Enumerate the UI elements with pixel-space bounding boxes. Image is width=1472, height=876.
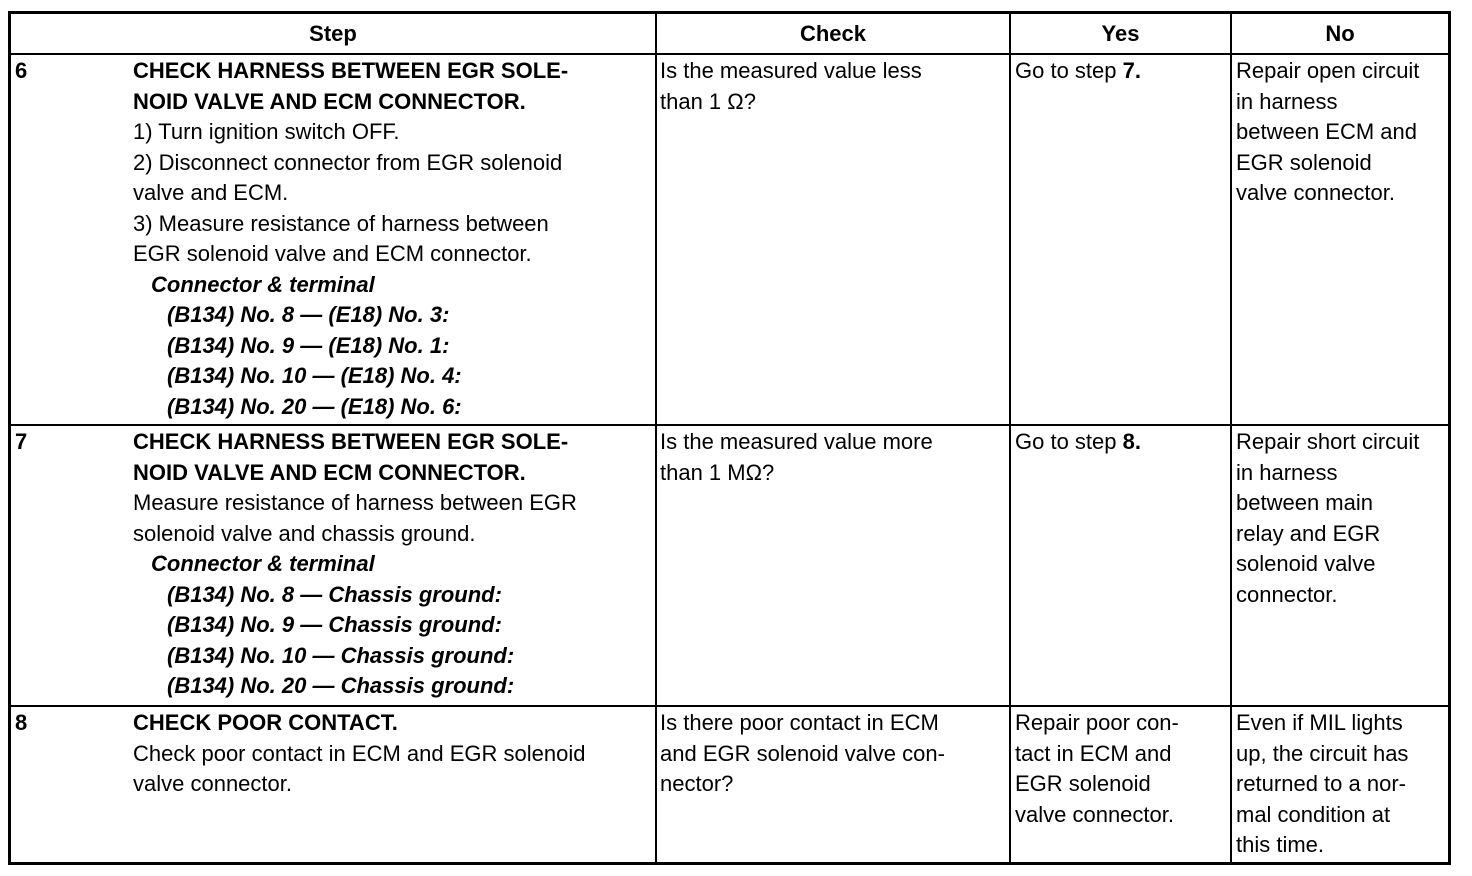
step-description [133, 427, 577, 702]
yes-action [1015, 427, 1141, 458]
terminal-spec: (B134) No. 20 — Chassis ground: [167, 673, 515, 698]
terminal-spec: (B134) No. 10 — (E18) No. 4: [167, 363, 462, 388]
step-text: Measure resistance of harness between EGR [133, 490, 577, 515]
header-no: No [1325, 21, 1355, 46]
step-description [133, 708, 585, 800]
terminal-spec: (B134) No. 8 — (E18) No. 3: [167, 302, 450, 327]
col-divider [1230, 14, 1232, 862]
no-line: up, the circuit has [1236, 740, 1409, 766]
terminal-spec: (B134) No. 9 — (E18) No. 1: [167, 332, 450, 358]
header-check: Check [799, 21, 867, 46]
no-line: connector. [1236, 581, 1338, 607]
yes-text: Go to step [1015, 429, 1123, 454]
no-line: valve connector. [1236, 180, 1395, 205]
yes-line: valve connector. [1015, 801, 1174, 827]
step-title: CHECK HARNESS BETWEEN EGR SOLE- [133, 429, 569, 454]
check-question [660, 708, 945, 800]
no-action [1236, 708, 1408, 861]
terminal-spec: (B134) No. 8 — Chassis ground: [167, 581, 502, 607]
no-line: in harness [1236, 459, 1338, 485]
terminal-spec: (B134) No. 9 — Chassis ground: [167, 612, 502, 637]
no-action [1236, 56, 1419, 209]
yes-line: Repair poor con- [1015, 710, 1179, 735]
no-line: solenoid valve [1236, 551, 1376, 576]
step-title: CHECK POOR CONTACT. [133, 710, 398, 735]
no-line: between ECM and [1236, 119, 1417, 144]
header-yes: Yes [1101, 21, 1140, 46]
no-line: this time. [1236, 832, 1325, 857]
step-text: solenoid valve and chassis ground. [133, 520, 476, 546]
no-line: between main [1236, 490, 1373, 515]
yes-line: EGR solenoid [1015, 771, 1151, 796]
step-title: NOID VALVE AND ECM CONNECTOR. [133, 88, 526, 114]
check-line: Is the measured value less [660, 58, 922, 83]
connector-label: Connector & terminal [151, 551, 375, 576]
col-divider [655, 14, 657, 862]
yes-line: tact in ECM and [1015, 740, 1172, 766]
terminal-spec: (B134) No. 10 — Chassis ground: [167, 642, 515, 668]
step-text: Check poor contact in ECM and EGR solenoid [133, 740, 586, 766]
step-text: valve and ECM. [133, 180, 289, 205]
no-line: Even if MIL lights [1236, 710, 1403, 735]
step-number: 6 [15, 58, 28, 83]
yes-step-ref: 8. [1122, 429, 1141, 454]
row-divider [11, 705, 1448, 707]
step-text: 1) Turn ignition switch OFF. [133, 119, 400, 144]
check-question [660, 56, 922, 117]
no-action [1236, 427, 1419, 610]
check-line: nector? [660, 771, 734, 796]
check-line: than 1 Ω? [660, 88, 756, 114]
step-number: 7 [15, 429, 28, 454]
header-step: Step [309, 21, 357, 46]
col-divider [1009, 14, 1011, 862]
step-text: 3) Measure resistance of harness between [133, 210, 549, 236]
no-line: mal condition at [1236, 801, 1391, 827]
check-line: and EGR solenoid valve con- [660, 740, 945, 766]
check-question [660, 427, 933, 488]
check-line: Is there poor contact in ECM [660, 710, 939, 735]
check-line: than 1 MΩ? [660, 459, 775, 485]
step-text: 2) Disconnect connector from EGR solenoid [133, 149, 563, 175]
diagnostic-table [8, 11, 1451, 865]
yes-action [1015, 56, 1141, 87]
row-divider [11, 424, 1448, 426]
no-line: relay and EGR [1236, 520, 1381, 546]
yes-action [1015, 708, 1179, 830]
no-line: EGR solenoid [1236, 149, 1372, 175]
terminal-spec: (B134) No. 20 — (E18) No. 6: [167, 393, 462, 419]
step-title: CHECK HARNESS BETWEEN EGR SOLE- [133, 58, 569, 83]
check-line: Is the measured value more [660, 429, 933, 454]
step-title: NOID VALVE AND ECM CONNECTOR. [133, 459, 526, 485]
connector-label: Connector & terminal [151, 271, 375, 297]
step-text: valve connector. [133, 771, 292, 796]
no-line: returned to a nor- [1236, 771, 1406, 796]
yes-text: Go to step [1015, 58, 1123, 83]
no-line: Repair short circuit [1236, 429, 1420, 454]
no-line: in harness [1236, 88, 1338, 114]
step-description [133, 56, 568, 422]
step-number: 8 [15, 710, 28, 735]
no-line: Repair open circuit [1236, 58, 1420, 83]
step-text: EGR solenoid valve and ECM connector. [133, 241, 532, 266]
yes-step-ref: 7. [1122, 58, 1141, 83]
